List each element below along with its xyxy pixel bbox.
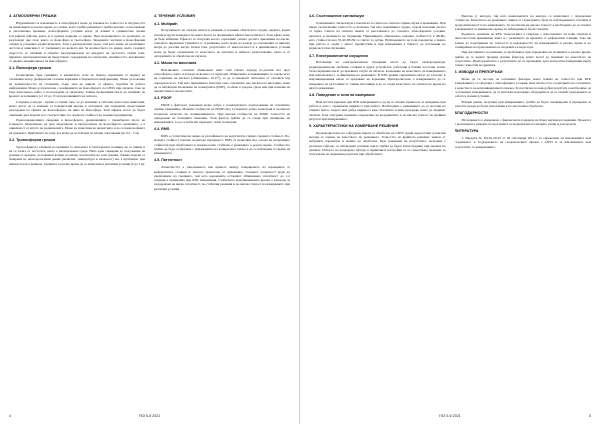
- paragraph: Изследването е извършено с финансовата подкрепа на Фонд научни изследвания. Проектът е реализиран в рамките на програмата за подпомагане на младите учени и докторанти.: [454, 117, 591, 127]
- paragraph: При изготвянето на решение за проблемите при определяне на позицията в реално време, трябва да се вземат предвид всички фактори, които могат да повлияят на качеството на резултатите. Препоръчително е резултатите да се проверяват чрез контролни измервания върху точки с известни координати.: [454, 50, 591, 68]
- subsection-heading: 3.2. Тропосферни грешки: [9, 137, 56, 142]
- section-heading: 3. АТМОСФЕРНИ ГРЕШКИ: [9, 14, 57, 18]
- section-heading: ЛИТЕРАТУРА: [454, 129, 479, 134]
- subsection-heading: 4.4. RMS: [154, 127, 170, 132]
- paragraph: Бъдещото развитие на RTK технологията е свързано с използването на нови сигнали и многочестотни приемници, както и с развитието на мрежите от референтни станции. Това ще доведе до подобряване на точността и надеждността на измерванията в реално време и до разширяване на приложенията в геодезията и кадастъра.: [454, 32, 591, 49]
- journal-issue: ГКЗ 5-6`2021: [439, 414, 461, 418]
- paragraph: Следните разходи – нужно го прави така, че да повлияят в системи, които при навигация, които могат да се изменят от поверителни видове в сезонните, ако поведение, представени разсърдени по ефекти на йоносферата, на ниво на йоносфера. Тези ефекти могат да бъдат смекчени чрез модели и от съответствие със средната стойност на зеление предприятие.: [9, 99, 145, 117]
- paragraph: PDOP е факторът, показващ колко добре е геометричното разположение на сателитите спрямо приемника. Малките стойности на PDOP (под 2) показват добра геометрия и съответно по-високо качество на позиционирането. При високи стойности на PDOP, точността на определяне на позицията намалява. Този фактор трябва да се следи при планиране на измерванията, за да се избегнат периоди с лоша геометрия.: [154, 103, 290, 125]
- subsection-heading: 4.5. Латентност: [154, 158, 183, 163]
- journal-issue: ГКЗ 5-6`2021: [138, 414, 161, 418]
- right-page-columns: [309, 14, 591, 402]
- page-footer-right: [309, 414, 591, 418]
- subsection-heading: 4.6. Съотношение сигнал/шум: [309, 14, 364, 18]
- paragraph: Най-ниските сателити обикновено имат слаб сигнал поради по-дългия път през атмосферата, както и поради засягането от прегради. Обикновено в приемниците се задава ъгъл на отрязване на маската (обикновено 10-15°), за да се изключат сигналите от сателити под определен ъгъл. Тъй като приемникът използва само сателитите над маската по височина, може да се наблюдава влошаване на геометрията (DOP), особено в градска среда или при наличие на препятствия в околностите.: [154, 67, 290, 94]
- paragraph: Отношението сигнал/шум е показател за силата на сигнала спрямо шума в приемника. При ниско съотношение точността се влошава, тъй като приемникът трудно отделя полезния сигнал от шума. Силата на сигнала зависи от разстоянието до сателита, атмосферните условия, антената и наличието на смущения. Приемниците обикновено показват стойността в dB-Hz, като стойности над 35-40 dB-Hz се считат за добри. Наблюдението на този параметър е важно при работа в среди с много препятствия и при измервания в близост до източници на радиочестотни смущения.: [309, 20, 446, 51]
- subsection-heading: 4.7. Електромагнитни смущения: [309, 53, 368, 58]
- section-heading: 6. ИЗВОДИ И ПРЕПОРЪКИ: [454, 70, 503, 75]
- column-1: [9, 14, 145, 402]
- subsection-heading: 4.8. Поведение и зона на измерване: [309, 93, 375, 98]
- section-heading: 4. ТЕЧЕНИЕ УСЛОВИЯ: [154, 14, 195, 18]
- page-number: 5: [589, 414, 591, 418]
- paragraph: Източници на електромагнитни смущения могат да бъдат електропроводи, радиопредаватели, мобилни станции и други устройства, работещи в близки честотни ленти. Тези смущения могат да причинят загуба на сигнала, влошаване на качеството на измерванията или невъзможност за фиксиране на решението. В RTK режим смущенията могат да засегнат и комуникационния канал за предаване на корекции. Препоръчително е измерванията да се извършват на разстояние от такива източници и да се следи качеството на сигнала по време на цялото измерване.: [309, 60, 446, 90]
- subsection-heading: 4.1. Multipath: [154, 21, 178, 26]
- paragraph: Вектора (с метода), тъй като компонентите на вектора се изчисляват с определени стойности. Качеството на решението зависи от геометрията, броя на наблюдаваните сателити и продължителността на измерването. За постигане на висока точност е необходимо да се спазват изискванията за минимално време на наблюдение и брой сателити.: [454, 14, 591, 31]
- section-heading: 5. ХАРАКТЕРИСТИКИ НА ИЗМЕРВАНЕ РЕШЕНИЯ: [309, 124, 399, 129]
- paragraph: Най-честата причина при RTK измерванията е да не се спазват правилата за поведение при работа в зона с ограничена видимост към небето. Необходимо е приемникът да се постави на открито място, където има добра видимост към сателитите и няма прегради, които да закриват сигнала. Това осигурява правилно определяне на координатите и по-висока точност на крайния резултат при измерванията.: [309, 99, 446, 121]
- paragraph: RMS е статистическа мярка за разсейването на резултатите спрямо средната стойност. По-малката стойност показва по-висока прецизност. RMS се изчислява въз основа на вътрешните стойности при обработката и показва колко стабилно е решението в реално време. Стойността трябва да бъде съобразена с изискванията на конкретната задача и да се наблюдава по време на измерването.: [154, 134, 290, 156]
- column-3: [309, 14, 446, 402]
- reference-item: 1. Наредба № РД-02-20-25 от 20 септември 2011 г. за определяне на изискванията към създаването и поддържането на геодезическите мрежи с GNSS и за изискванията към резултатите от измерванията.: [454, 136, 591, 149]
- column-4: [455, 14, 592, 402]
- column-2: [154, 14, 290, 402]
- section-heading: БЛАГОДАРНОСТИ: [454, 111, 488, 116]
- paragraph: Всички данни, получени при измерванията, трябва да бъдат анализирани и проверени за качество преди да бъдат използвани в по-нататъшна обработка.: [454, 99, 591, 108]
- page-footer-left: [9, 414, 290, 418]
- paragraph: Производителите на софтуерни пакети за обработка на GNSS данни предоставят различни методи за оценка на качеството на решението. Точността на крайното решение зависи от избраните параметри и начина на обработка. При сравнение на резултатите, получени с различен софтуер, се наблюдават разлики, които трябва да бъдат взети предвид при анализа на данните. Изборът на подходящ софтуер и правилните настройки са от съществено значение за получаване на надеждни резултати при обработката.: [309, 130, 446, 157]
- right-page: [300, 0, 600, 424]
- paragraph: Получаването на отразен сигнал и реакция от наземни обекти като сгради, дървета, водни площи и други повърхности, които могат да предизвикат ефекта многопътност. Този ефект може да бъде избягван. Ефектът се получава когато отразеният сигнал достига приемника по-късно, отколкото директния. Грешката се ограничава, което може да доведе до отклонения от няколко метра до десетки метра. Освен това, резултатите от многопътността в динамичните условия може да бъдат ограничени от качеството на антената и нейното разположение, както и от алгоритмите за обработка на сигнала.: [154, 28, 290, 58]
- paragraph: Радиолокационните сведения в йоносферата, дредишенните с пренебрегна проте на Слънцето. Моделирано на чрез моделирано и прогресиране на йоносферата промените, а в зависимост от аптото на радиовълната. Може да изчислява на диаметрите и да се намали ефекта на грешката. Приблизата по това, все може да постигнем по-малки отклонения (по 0,5 - 5 м).: [9, 117, 145, 135]
- page-number: 4: [9, 414, 11, 418]
- subsection-heading: 4.2. Маска по височина: [154, 61, 197, 66]
- paragraph: Нарушаването и навлизането в атмосферата може да повлияе на точността и сигурността на навигацията в реално време до голяма, което трябва решението трябва вклчено за неочакване и систематика промени. Атмосферните условия могат да влияят в сравнително малки географски райони, както и в кратки периоди от време. При моделирането на грешките се разглеждат две слоя, както са йоносфера и тропосфера. Заредените частици в йоносферния забават и ускоряват радиосигналите. Този е дисперсионна среда, тъй като влиае на различните честоти и зависимост от дължината на вълната им. За количеството на медиа, която създават скоростта се забавяне в обратно пропорционален на квадрата на честотата. Освен това, директно пропорционални на представено съдържание на електрони. Активността, независимо от дневно-нощния цикъл на йоносферата.: [9, 20, 145, 64]
- left-page-columns: [9, 14, 290, 402]
- paragraph: Геометричен брак срещните в магнитното поле на Земята, вреченеви от период на слънчевия петър (референтни сезонни вариации в бюджетната информация). Може да повлиян на хранителността на степените, също така не зависят от ефекта, подобни на работа информация. Може да прилагаме с коефициента на йоносферата по GNSS при сигнала, така да бъде използвано, който е по-подходящ за сигналите. Такива променливи могат да повлияят на времето и позицията (от 10 до 15 м) при влиянията на сигнала.: [9, 73, 145, 99]
- paragraph: Може да се посочи, че основните фактори, които влияят на точността при RTK измерванията, са свързани с атмосферните условия, многопътността, геометрията на сателитите и качеството на комуникационната връзка. За постигане на най-добри резултати е необходимо да се планират измерванията, да се използва подходящо оборудване и да се спазват препоръките за работа в полеви условия.: [454, 77, 591, 99]
- paragraph: Латентността е закъснението във времето между генерирането на корекциите от референтната станция и тяхното прилагане от приемника. Голямата латентност води до увеличаване на грешките, тъй като корекциите остаряват. Обикновено латентност до 1-2 секунди е приемлива при RTK измервания. Стабилната комуникационна връзка е ключова за поддържане на ниска латентност, по-стабилни решения и по-висока точност на измерването при различни условия.: [154, 165, 290, 191]
- subsection-heading: 4.3. PDOP: [154, 96, 172, 101]
- paragraph: Тропосферното забавяне по принцип са сигналите в сигнатурната позиция, не се зависи и не се засяга от честотата, както е дисперсионна среда. Нито една сценарии до получаваме на грешки от вредите, да покажем всичко по-малко засегнатите на тези грешки. Такива модели са базирани на метеорологични данни (налягане, температура и влажност) ако е проблемът при неизвестен на грешката. Грешката в реално време да се изчислява в различни условия (2 до 5 м).: [9, 144, 145, 166]
- subsection-heading: 3.1. Йоносфера грешка: [9, 66, 51, 71]
